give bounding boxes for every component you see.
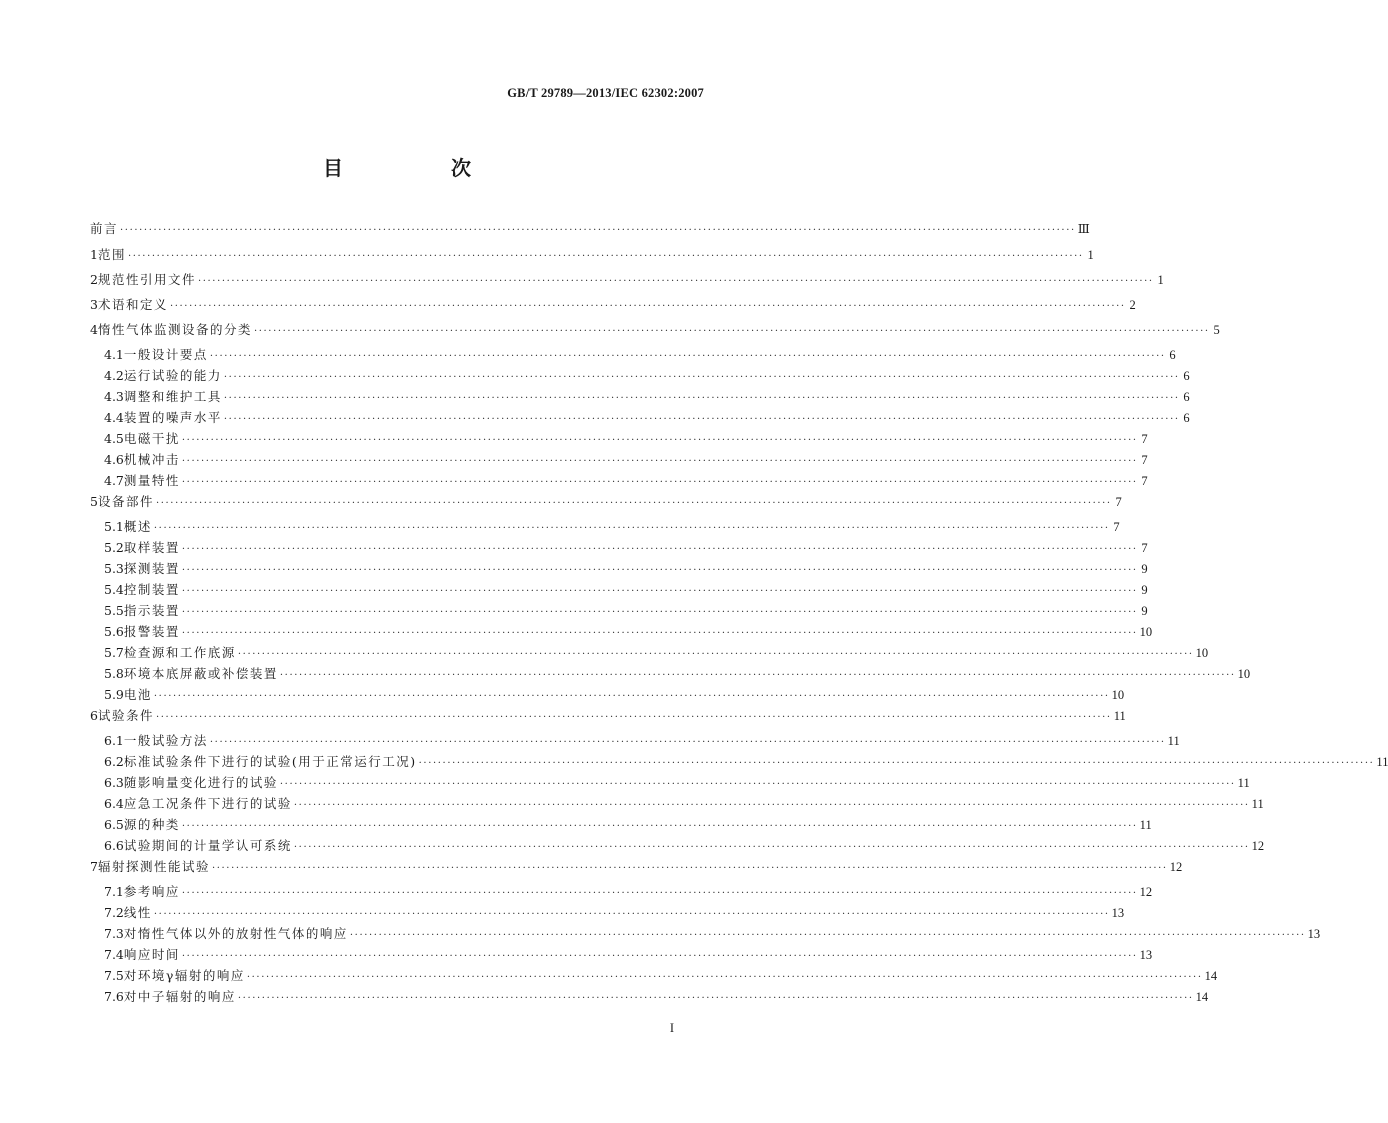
toc-entry-number: 5 bbox=[90, 494, 98, 509]
toc-entry-page: 9 bbox=[1141, 583, 1148, 597]
toc-entry-number: 6.4 bbox=[104, 796, 124, 811]
toc-entry-number: 6.3 bbox=[104, 775, 124, 790]
dot-leader: ········································································································································································································ bbox=[197, 276, 1154, 287]
toc-entry[interactable] bbox=[90, 429, 1148, 450]
toc-entry-page: 9 bbox=[1141, 604, 1148, 618]
toc-entry-number: 5.7 bbox=[104, 645, 124, 660]
toc-entry[interactable] bbox=[90, 345, 1176, 366]
toc-entry[interactable] bbox=[90, 903, 1125, 924]
toc-entry[interactable] bbox=[90, 731, 1180, 752]
toc-entry[interactable] bbox=[90, 924, 1321, 945]
toc-entry-title: 装置的噪声水平 bbox=[123, 410, 222, 425]
toc-entry-page: 10 bbox=[1139, 625, 1153, 639]
dot-leader: ········································································································································································································ bbox=[418, 758, 1375, 769]
toc-entry[interactable] bbox=[90, 270, 1164, 295]
toc-entry[interactable] bbox=[90, 387, 1190, 408]
toc-entry-title: 控制装置 bbox=[123, 582, 180, 597]
dot-leader: ········································································································································································································ bbox=[181, 456, 1138, 467]
toc-entry-number: 4.4 bbox=[104, 410, 124, 425]
toc-entry-page: 13 bbox=[1139, 948, 1153, 962]
toc-entry[interactable] bbox=[90, 794, 1264, 815]
page-folio: I bbox=[669, 1021, 674, 1035]
dot-leader: ········································································································································································································ bbox=[223, 372, 1180, 383]
toc-entry-title: 响应时间 bbox=[123, 947, 180, 962]
toc-entry-title: 设备部件 bbox=[97, 494, 154, 509]
toc-entry-page: 6 bbox=[1169, 348, 1176, 362]
dot-leader: ········································································································································································································ bbox=[153, 691, 1110, 702]
dot-leader: ········································································································································································································ bbox=[181, 586, 1138, 597]
dot-leader: ········································································································································································································ bbox=[237, 993, 1194, 1004]
toc-entry[interactable] bbox=[90, 685, 1125, 706]
toc-entry-number: 1 bbox=[90, 247, 98, 262]
toc-entry-page: 13 bbox=[1307, 927, 1321, 941]
toc-entry[interactable] bbox=[90, 471, 1148, 492]
dot-leader: ········································································································································································································ bbox=[209, 351, 1166, 362]
toc-entry-number: 3 bbox=[90, 297, 98, 312]
toc-entry-number: 4.7 bbox=[104, 473, 124, 488]
toc-entry-title: 报警装置 bbox=[123, 624, 180, 639]
toc-entry-number: 7.2 bbox=[104, 905, 124, 920]
toc-entry-number: 5.2 bbox=[104, 540, 124, 555]
toc-entry-number: 6.2 bbox=[104, 754, 124, 769]
toc-entry-number: 4.3 bbox=[104, 389, 124, 404]
dot-leader: ········································································································································································································ bbox=[253, 326, 1210, 337]
toc-entry[interactable] bbox=[90, 492, 1122, 517]
toc-entry[interactable] bbox=[90, 450, 1148, 471]
toc-entry-title: 电池 bbox=[123, 687, 152, 702]
toc-entry[interactable] bbox=[90, 706, 1126, 731]
dot-leader: ········································································································································································································ bbox=[279, 779, 1236, 790]
dot-leader: ········································································································································································································ bbox=[279, 670, 1236, 681]
toc-entry[interactable] bbox=[90, 836, 1265, 857]
dot-leader: ········································································································································································································ bbox=[181, 607, 1138, 618]
toc-entry-number: 7.4 bbox=[104, 947, 124, 962]
toc-entry-title: 环境本底屏蔽或补偿装置 bbox=[123, 666, 278, 681]
toc-entry-page: 11 bbox=[1113, 709, 1126, 723]
dot-leader: ········································································································································································································ bbox=[181, 435, 1138, 446]
toc-entry-title: 一般试验方法 bbox=[123, 733, 208, 748]
toc-entry-title: 检查源和工作底源 bbox=[123, 645, 236, 660]
toc-entry-number: 4.1 bbox=[104, 347, 124, 362]
toc-entry-title: 范围 bbox=[97, 247, 126, 262]
toc-entry-title: 对环境γ辐射的响应 bbox=[123, 968, 245, 983]
toc-entry[interactable] bbox=[90, 366, 1190, 387]
toc-entry-number: 7.5 bbox=[104, 968, 124, 983]
toc-entry-number: 5.8 bbox=[104, 666, 124, 681]
toc-entry-page: 12 bbox=[1169, 860, 1183, 874]
toc-entry-page: 5 bbox=[1213, 323, 1220, 337]
toc-entry-page: 9 bbox=[1141, 562, 1148, 576]
toc-entry[interactable] bbox=[90, 219, 1090, 245]
toc-entry[interactable] bbox=[90, 320, 1220, 345]
toc-entry-page: 14 bbox=[1195, 990, 1209, 1004]
toc-entry-page: 7 bbox=[1113, 520, 1120, 534]
toc-entry-page: 7 bbox=[1141, 474, 1148, 488]
toc-entry-page: 7 bbox=[1115, 495, 1122, 509]
toc-entry-title: 标准试验条件下进行的试验(用于正常运行工况) bbox=[123, 754, 417, 769]
dot-leader: ········································································································································································································ bbox=[169, 301, 1126, 312]
toc-entry[interactable] bbox=[90, 815, 1152, 836]
toc-entry-number: 7.6 bbox=[104, 989, 124, 1004]
toc-entry-number: 2 bbox=[90, 272, 98, 287]
toc-entry-page: 6 bbox=[1183, 390, 1190, 404]
toc-entry[interactable] bbox=[90, 752, 1388, 773]
toc-entry[interactable] bbox=[90, 245, 1094, 270]
dot-leader: ········································································································································································································ bbox=[181, 565, 1138, 576]
toc-entry[interactable] bbox=[90, 882, 1153, 903]
dot-leader: ········································································································································································································ bbox=[181, 477, 1138, 488]
toc-entry[interactable] bbox=[90, 945, 1153, 966]
dot-leader: ········································································································································································································ bbox=[153, 909, 1110, 920]
toc-entry-title: 试验期间的计量学认可系统 bbox=[123, 838, 292, 853]
dot-leader: ········································································································································································································ bbox=[181, 951, 1138, 962]
dot-leader: ········································································································································································································ bbox=[209, 737, 1166, 748]
toc-entry-number: 4 bbox=[90, 322, 98, 337]
toc-entry-number: 6.6 bbox=[104, 838, 124, 853]
dot-leader: ········································································································································································································ bbox=[127, 251, 1084, 262]
toc-entry[interactable] bbox=[90, 966, 1218, 987]
dot-leader: ········································································································································································································ bbox=[293, 800, 1250, 811]
dot-leader: ········································································································································································································ bbox=[237, 649, 1194, 660]
toc-entry-number: 6.1 bbox=[104, 733, 124, 748]
toc-entry[interactable] bbox=[90, 538, 1148, 559]
toc-entry-page: 7 bbox=[1141, 541, 1148, 555]
page-title: 目 次 bbox=[323, 156, 515, 180]
toc-entry-title: 辐射探测性能试验 bbox=[97, 859, 210, 874]
toc-entry-page: 12 bbox=[1251, 839, 1265, 853]
toc-entry-title: 源的种类 bbox=[123, 817, 180, 832]
toc-entry-page: 1 bbox=[1157, 273, 1164, 287]
toc-entry-title: 测量特性 bbox=[123, 473, 180, 488]
toc-entry-page: 10 bbox=[1237, 667, 1251, 681]
toc-entry-title: 参考响应 bbox=[123, 884, 180, 899]
toc-entry-page: 11 bbox=[1139, 818, 1152, 832]
toc-entry-number: 5.5 bbox=[104, 603, 124, 618]
dot-leader: ········································································································································································································ bbox=[246, 972, 1203, 983]
dot-leader: ········································································································································································································ bbox=[181, 628, 1138, 639]
dot-leader: ········································································································································································································ bbox=[181, 821, 1138, 832]
toc-entry-page: 1 bbox=[1087, 248, 1094, 262]
toc-entry-title: 规范性引用文件 bbox=[97, 272, 196, 287]
toc-entry[interactable] bbox=[90, 773, 1250, 794]
toc-entry-page: 11 bbox=[1167, 734, 1180, 748]
toc-entry[interactable] bbox=[90, 408, 1190, 429]
dot-leader: ········································································································································································································ bbox=[223, 393, 1180, 404]
toc-entry-number: 5.9 bbox=[104, 687, 124, 702]
toc-entry-page: 11 bbox=[1376, 755, 1388, 769]
toc-entry[interactable] bbox=[90, 664, 1251, 685]
toc-entry-title: 对惰性气体以外的放射性气体的响应 bbox=[123, 926, 348, 941]
toc-entry-page: 6 bbox=[1183, 411, 1190, 425]
toc-entry-title: 机械冲击 bbox=[123, 452, 180, 467]
toc-entry-page: 2 bbox=[1129, 298, 1136, 312]
toc-entry-title: 试验条件 bbox=[97, 708, 154, 723]
toc-entry[interactable] bbox=[90, 857, 1183, 882]
toc-entry[interactable] bbox=[90, 517, 1120, 538]
toc-entry[interactable] bbox=[90, 295, 1136, 320]
toc-entry-title: 应急工况条件下进行的试验 bbox=[123, 796, 292, 811]
dot-leader: ········································································································································································································ bbox=[293, 842, 1250, 853]
dot-leader: ········································································································································································································ bbox=[181, 544, 1138, 555]
toc-entry-number: 5.3 bbox=[104, 561, 124, 576]
toc-entry-number: 6.5 bbox=[104, 817, 124, 832]
toc-entry-title: 术语和定义 bbox=[97, 297, 168, 312]
toc-entry-title: 取样装置 bbox=[123, 540, 180, 555]
toc-entry-number: 7.3 bbox=[104, 926, 124, 941]
toc-entry-page: 11 bbox=[1251, 797, 1264, 811]
toc-entry-title: 电磁干扰 bbox=[123, 431, 180, 446]
toc-entry-title: 概述 bbox=[123, 519, 152, 534]
toc-entry-title: 调整和维护工具 bbox=[123, 389, 222, 404]
toc-entry-number: 4.5 bbox=[104, 431, 124, 446]
toc-entry-title: 前言 bbox=[90, 221, 119, 236]
toc-entry-page: 10 bbox=[1111, 688, 1125, 702]
toc-entry-page: 13 bbox=[1111, 906, 1125, 920]
toc-entry-title: 指示装置 bbox=[123, 603, 180, 618]
dot-leader: ········································································································································································································ bbox=[223, 414, 1180, 425]
toc-entry-title: 对中子辐射的响应 bbox=[123, 989, 236, 1004]
toc-entry-title: 运行试验的能力 bbox=[123, 368, 222, 383]
toc-entry-page: 6 bbox=[1183, 369, 1190, 383]
toc-entry-title: 随影响量变化进行的试验 bbox=[123, 775, 278, 790]
toc-entry-page: 12 bbox=[1139, 885, 1153, 899]
toc-entry-number: 7.1 bbox=[104, 884, 124, 899]
toc-entry-number: 7 bbox=[90, 859, 98, 874]
table-of-contents bbox=[90, 219, 1388, 1008]
toc-entry[interactable] bbox=[90, 643, 1209, 664]
toc-entry[interactable] bbox=[90, 987, 1209, 1008]
dot-leader: ········································································································································································································ bbox=[155, 498, 1112, 509]
toc-entry-title: 探测装置 bbox=[123, 561, 180, 576]
toc-entry-page: 7 bbox=[1141, 432, 1148, 446]
toc-entry-title: 惰性气体监测设备的分类 bbox=[97, 322, 252, 337]
dot-leader: ········································································································································································································ bbox=[120, 225, 1076, 236]
toc-entry-page: 11 bbox=[1237, 776, 1250, 790]
dot-leader: ········································································································································································································ bbox=[181, 888, 1138, 899]
standard-number: GB/T 29789—2013/IEC 62302:2007 bbox=[507, 86, 704, 100]
toc-entry-number: 4.2 bbox=[104, 368, 124, 383]
toc-entry-page: 7 bbox=[1141, 453, 1148, 467]
toc-entry-page: 14 bbox=[1204, 969, 1218, 983]
toc-entry[interactable] bbox=[90, 601, 1148, 622]
toc-entry-number: 6 bbox=[90, 708, 98, 723]
toc-entry-number: 4.6 bbox=[104, 452, 124, 467]
toc-entry[interactable] bbox=[90, 622, 1153, 643]
dot-leader: ········································································································································································································ bbox=[155, 712, 1112, 723]
toc-entry-number: 5.6 bbox=[104, 624, 124, 639]
toc-entry[interactable] bbox=[90, 580, 1148, 601]
dot-leader: ········································································································································································································ bbox=[349, 930, 1306, 941]
toc-entry-number: 5.1 bbox=[104, 519, 124, 534]
dot-leader: ········································································································································································································ bbox=[211, 863, 1168, 874]
toc-entry-number: 5.4 bbox=[104, 582, 124, 597]
toc-entry-page: Ⅲ bbox=[1077, 222, 1090, 236]
toc-entry-title: 一般设计要点 bbox=[123, 347, 208, 362]
toc-entry[interactable] bbox=[90, 559, 1148, 580]
dot-leader: ········································································································································································································ bbox=[153, 523, 1110, 534]
toc-entry-page: 10 bbox=[1195, 646, 1209, 660]
toc-entry-title: 线性 bbox=[123, 905, 152, 920]
